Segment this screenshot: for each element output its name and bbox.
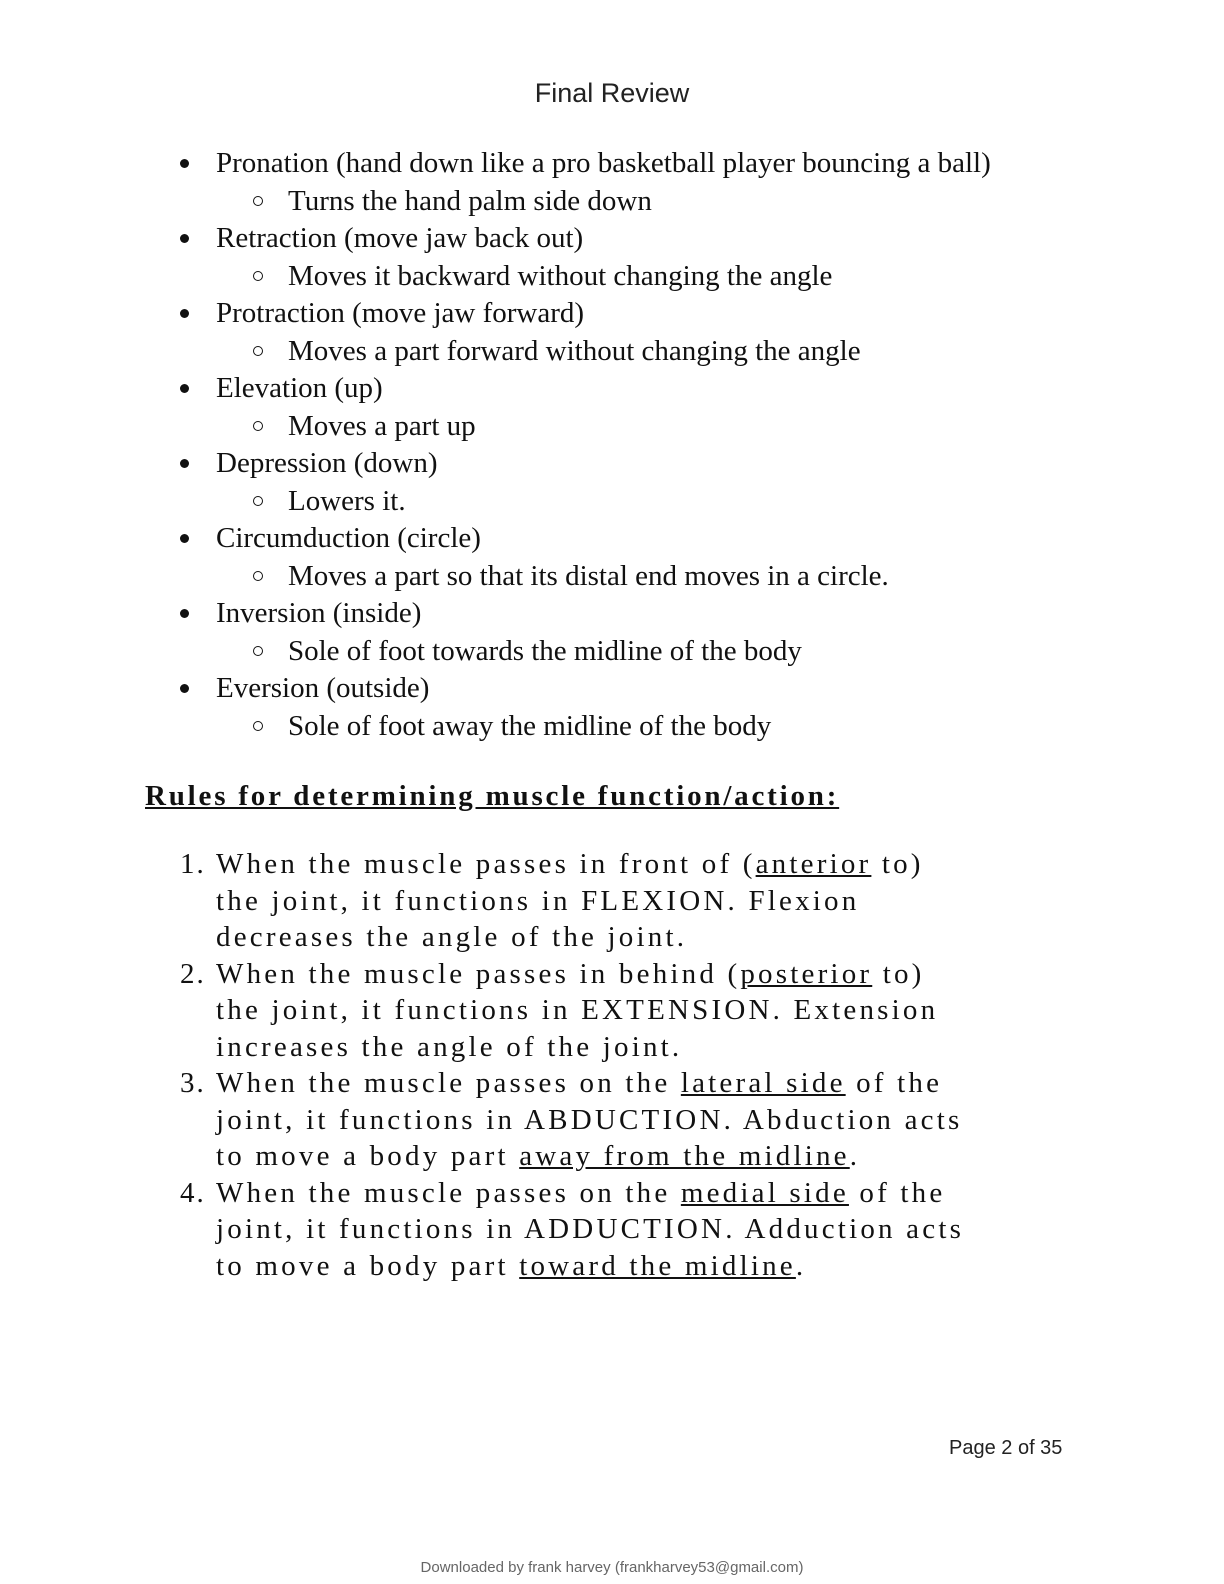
movement-term: Elevation (up): [216, 372, 383, 404]
sub-bullet-icon: [253, 271, 263, 281]
page-number: Page 2 of 35: [949, 1437, 1063, 1459]
rules-heading: Rules for determining muscle function/action:: [145, 780, 840, 812]
movement-description: Sole of foot towards the midline of the body: [288, 635, 802, 667]
rule-text: joint, it functions in ADDUCTION. Adduction acts: [216, 1213, 965, 1245]
movement-item: [0, 520, 1224, 595]
bullet-icon: [180, 609, 189, 618]
movement-term: Depression (down): [216, 447, 438, 479]
rule-number: 2.: [180, 957, 206, 990]
bullet-icon: [180, 684, 189, 693]
rules-list: [0, 846, 1224, 1284]
bullet-icon: [180, 309, 189, 318]
movement-item: [0, 595, 1224, 670]
movement-item: [0, 145, 1224, 220]
rule-underlined-term: posterior: [740, 957, 873, 990]
movement-description: Moves a part up: [288, 410, 476, 442]
movement-term: Retraction (move jaw back out): [216, 222, 584, 254]
movement-item: [0, 445, 1224, 520]
movement-description: Lowers it.: [288, 485, 406, 517]
movement-description: Moves a part so that its distal end moves in a circle.: [288, 560, 889, 592]
movement-item: [0, 220, 1224, 295]
rule-number: 1.: [180, 848, 206, 880]
movement-item: [0, 370, 1224, 445]
bullet-icon: [180, 384, 189, 393]
rule-text: When the muscle passes on the: [216, 1067, 681, 1099]
movement-description: Turns the hand palm side down: [288, 185, 652, 217]
rule-text: When the muscle passes on the: [216, 1176, 681, 1209]
bullet-icon: [180, 459, 189, 468]
rule-text: When the muscle passes in behind (: [216, 957, 741, 990]
movement-description: Moves it backward without changing the angle: [288, 260, 833, 292]
movement-list: [0, 145, 1224, 745]
movement-term: Circumduction (circle): [216, 522, 481, 554]
bullet-icon: [180, 534, 189, 543]
rule-text: of the: [848, 1176, 946, 1209]
rule-item: [0, 1065, 1224, 1175]
rule-number: 4.: [180, 1176, 206, 1209]
rule-text: joint, it functions in ABDUCTION. Abduction acts: [216, 1103, 963, 1136]
sub-bullet-icon: [253, 571, 263, 581]
rule-underlined-term: anterior: [755, 848, 872, 880]
rule-underlined-term: away from the midline: [519, 1140, 850, 1172]
rule-underlined-term: medial side: [680, 1176, 849, 1209]
sub-bullet-icon: [253, 346, 263, 356]
movement-description: Sole of foot away the midline of the body: [288, 710, 772, 742]
rule-text: to move a body part: [216, 1249, 520, 1282]
sub-bullet-icon: [253, 721, 263, 731]
movement-term: Pronation (hand down like a pro basketball player bouncing a ball): [216, 147, 991, 179]
sub-bullet-icon: [253, 196, 263, 206]
rule-text: increases the angle of the joint.: [216, 1030, 683, 1063]
rule-text: to move a body part: [216, 1140, 520, 1172]
sub-bullet-icon: [253, 496, 263, 506]
rule-text: to): [872, 957, 925, 990]
rule-text: .: [795, 1249, 807, 1282]
movement-term: Eversion (outside): [216, 672, 430, 704]
bullet-icon: [180, 234, 189, 243]
rule-text: .: [849, 1140, 861, 1172]
rule-underlined-term: toward the midline: [519, 1249, 796, 1282]
movement-description: Moves a part forward without changing the angle: [288, 335, 861, 367]
movement-item: [0, 670, 1224, 745]
rule-text: the joint, it functions in FLEXION. Flexion: [216, 884, 860, 917]
rule-underlined-term: lateral side: [680, 1067, 846, 1099]
page-header-title: Final Review: [534, 78, 690, 108]
movement-term: Protraction (move jaw forward): [216, 297, 585, 329]
rule-number: 3.: [180, 1067, 206, 1099]
sub-bullet-icon: [253, 646, 263, 656]
rule-text: the joint, it functions in EXTENSION. Extension: [216, 994, 939, 1026]
rule-text: to): [871, 848, 924, 880]
bullet-icon: [180, 159, 189, 168]
rule-item: [0, 956, 1224, 1066]
download-footer: Downloaded by frank harvey (frankharvey53@gmail.com): [420, 1559, 804, 1576]
rule-item: [0, 1175, 1224, 1285]
rule-text: When the muscle passes in front of (: [216, 848, 756, 880]
movement-item: [0, 295, 1224, 370]
rule-item: [0, 846, 1224, 956]
rule-text: of the: [845, 1067, 943, 1099]
rule-text: decreases the angle of the joint.: [216, 921, 688, 953]
sub-bullet-icon: [253, 421, 263, 431]
movement-term: Inversion (inside): [216, 597, 422, 629]
